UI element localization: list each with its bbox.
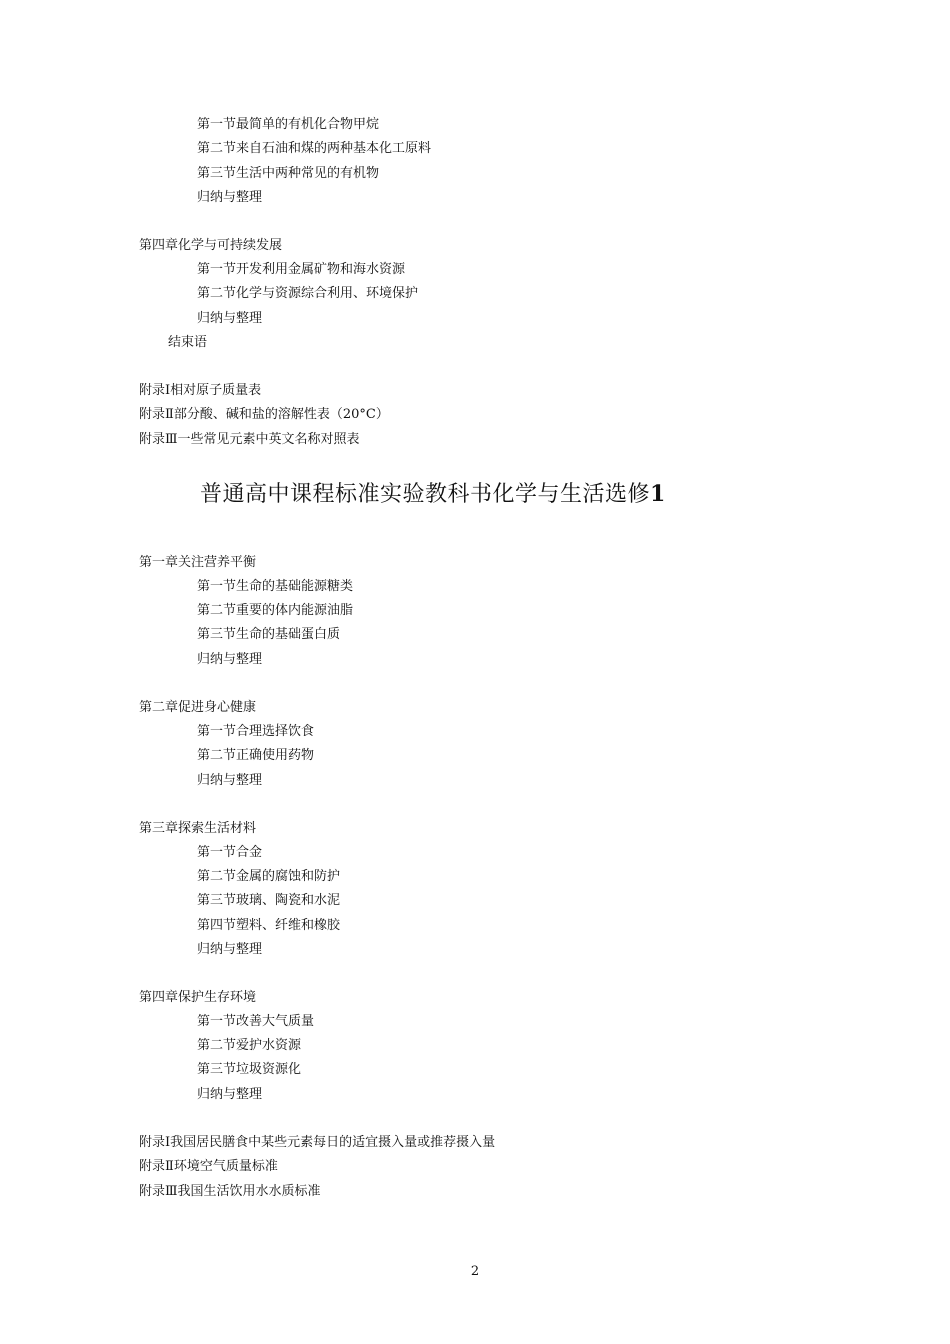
toc-conclusion: 结束语 [168,335,208,350]
toc-chapter: 第四章保护生存环境 [139,990,257,1005]
toc-section: 第三节生命的基础蛋白质 [197,627,341,642]
toc-appendix: 附录Ⅱ环境空气质量标准 [139,1159,278,1174]
book-title-number: 1 [650,481,666,507]
toc-section: 第二节重要的体内能源油脂 [197,603,354,618]
toc-section: 第二节金属的腐蚀和防护 [197,869,341,884]
toc-section: 第一节改善大气质量 [197,1014,315,1029]
toc-section: 归纳与整理 [197,942,263,957]
toc-chapter: 第二章促进身心健康 [139,700,257,715]
toc-section: 第四节塑料、纤维和橡胶 [197,918,341,933]
toc-section: 归纳与整理 [197,311,263,326]
toc-section: 第三节玻璃、陶瓷和水泥 [197,893,341,908]
toc-appendix: 附录Ⅱ部分酸、碱和盐的溶解性表（20°C） [139,407,389,422]
toc-section: 第二节爱护水资源 [197,1038,302,1053]
toc-chapter: 第三章探索生活材料 [139,821,257,836]
toc-appendix: 附录Ⅲ我国生活饮用水水质标准 [139,1184,321,1199]
toc-section: 归纳与整理 [197,190,263,205]
toc-section: 第一节最简单的有机化合物甲烷 [197,117,380,132]
page-number: 2 [470,1264,480,1279]
toc-chapter: 第四章化学与可持续发展 [139,238,283,253]
toc-appendix: 附录Ⅲ一些常见元素中英文名称对照表 [139,432,360,447]
toc-chapter: 第一章关注营养平衡 [139,555,257,570]
toc-section: 第一节开发利用金属矿物和海水资源 [197,262,406,277]
toc-section: 归纳与整理 [197,1087,263,1102]
toc-section: 第一节合金 [197,845,263,860]
book-title-text: 普通高中课程标准实验教科书化学与生活选修 [200,482,651,507]
toc-section: 第三节垃圾资源化 [197,1062,302,1077]
toc-appendix: 附录Ⅰ我国居民膳食中某些元素每日的适宜摄入量或推荐摄入量 [139,1135,496,1150]
toc-section: 第二节正确使用药物 [197,748,315,763]
toc-section: 第二节来自石油和煤的两种基本化工原料 [197,141,432,156]
book-title [200,480,666,509]
toc-section: 第三节生活中两种常见的有机物 [197,166,380,181]
toc-section: 归纳与整理 [197,652,263,667]
toc-appendix: 附录Ⅰ相对原子质量表 [139,383,262,398]
toc-section: 归纳与整理 [197,773,263,788]
toc-section: 第一节生命的基础能源糖类 [197,579,354,594]
toc-section: 第二节化学与资源综合利用、环境保护 [197,286,419,301]
toc-section: 第一节合理选择饮食 [197,724,315,739]
